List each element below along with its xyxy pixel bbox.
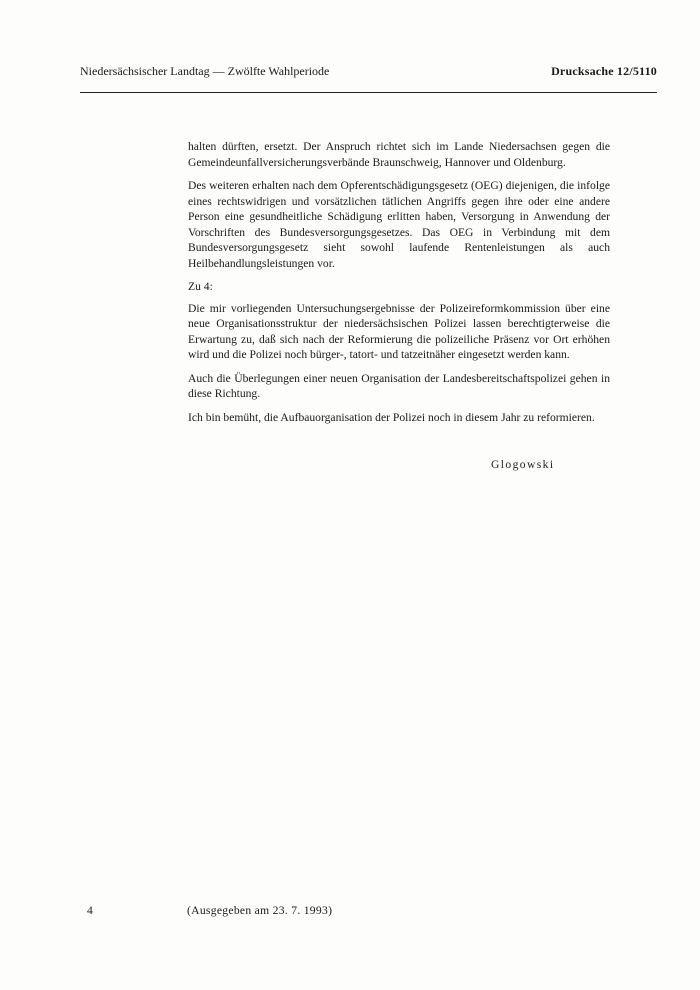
document-number: Drucksache 12/5110 [551,64,657,78]
issue-date: (Ausgegeben am 23. 7. 1993) [187,904,333,917]
paragraph: Ich bin bemüht, die Aufbauorganisation der Polizei noch in diesem Jahr zu reformieren. [188,410,595,424]
publication-title: Niedersächsischer Landtag — Zwölfte Wahlperiode [80,64,330,78]
page-number: 4 [87,904,93,917]
paragraph: Die mir vorliegenden Untersuchungsergebnisse der Polizeireformkommission über eine neue Organisationsstruktur der niedersächsischen Polizei lassen berechtigterweise die Erwartung zu, daß sich nach der Reformierung die polizeiliche Präsenz vor Ort erhöhen wird und die Polizei noch bürger-, tatort- und tatzeitnäher eingesetzt werden kann. [188,301,610,361]
header-divider [80,92,657,93]
page-header [80,64,657,84]
signature: Glogowski [491,458,555,471]
document-body [188,139,610,433]
paragraph: Des weiteren erhalten nach dem Opferentschädigungsgesetz (OEG) diejenigen, die infolge eines rechtswidrigen und vorsätzlichen tätlichen Angriffs gegen ihre oder eine andere Person eine gesundheitliche Schädigung erlitten haben, Versorgung in Anwendung der Vorschriften des Bundesversorgungsgesetzes. Das OEG in Verbindung mit dem Bundesversorgungsgesetz sieht sowohl laufende Rentenleistungen als auch Heilbehandlungsleistungen vor. [188,179,610,270]
paragraph: halten dürften, ersetzt. Der Anspruch richtet sich im Lande Niedersachsen gegen die Gemeindeunfallversicherungsverbände Braunschweig, Hannover und Oldenburg. [188,140,610,169]
paragraph: Auch die Überlegungen einer neuen Organisation der Landesbereitschaftspolizei gehen in diese Richtung. [188,371,610,400]
section-heading: Zu 4: [188,280,213,293]
